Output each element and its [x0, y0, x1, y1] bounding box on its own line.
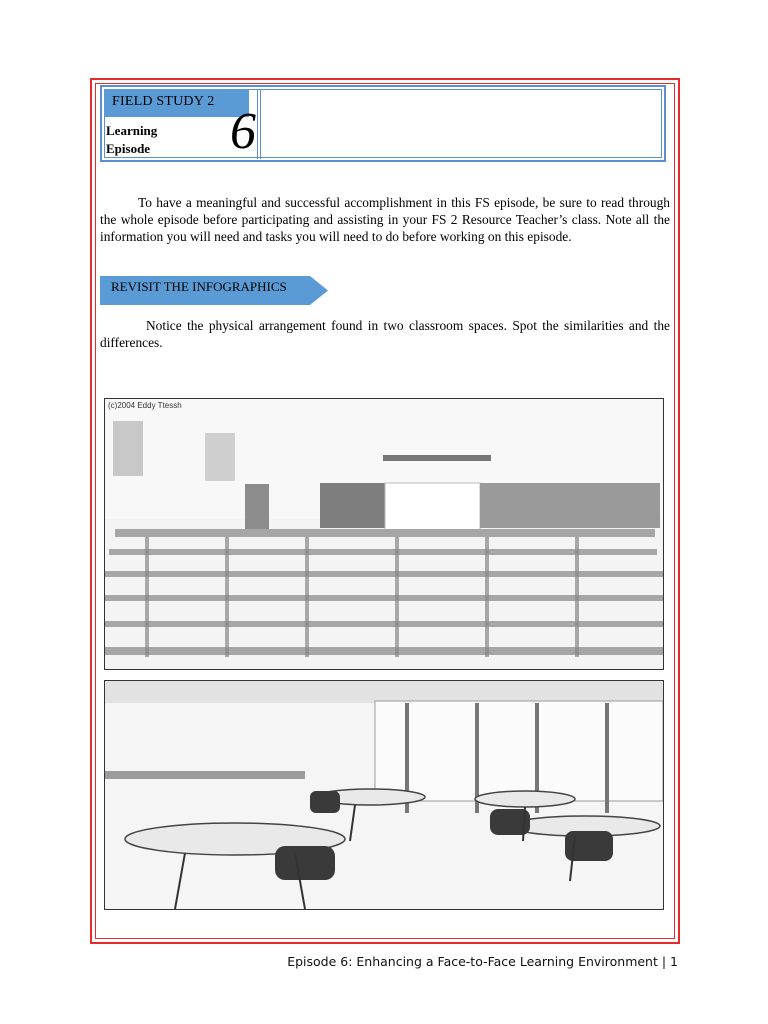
- field-study-label: FIELD STUDY 2: [104, 89, 249, 117]
- episode-number: 6: [230, 103, 256, 160]
- classroom-tables-image: [105, 681, 663, 909]
- header-divider: [257, 89, 258, 159]
- instruction-paragraph: Notice the physical arrangement found in two classroom spaces. Spot the similarities and the differences.: [100, 318, 670, 350]
- classroom-photo-tables: [104, 680, 664, 910]
- section-title: REVISIT THE INFOGRAPHICS: [111, 279, 287, 294]
- learning-episode-label: Learning Episode: [106, 123, 158, 156]
- classroom-rows-image: [105, 399, 663, 669]
- page-footer: Episode 6: Enhancing a Face-to-Face Learning Environment | 1: [287, 954, 678, 969]
- classroom-photo-rows: [104, 398, 664, 670]
- header-divider-inner: [260, 89, 261, 159]
- intro-paragraph: To have a meaningful and successful accomplishment in this FS episode, be sure to read through the whole episode before participating and assisting in your FS 2 Resource Teacher’s class. Note all the information you will need and tasks you will need to do before working on this episode.: [100, 195, 670, 244]
- photo-copyright: (c)2004 Eddy Ttessh: [108, 401, 182, 410]
